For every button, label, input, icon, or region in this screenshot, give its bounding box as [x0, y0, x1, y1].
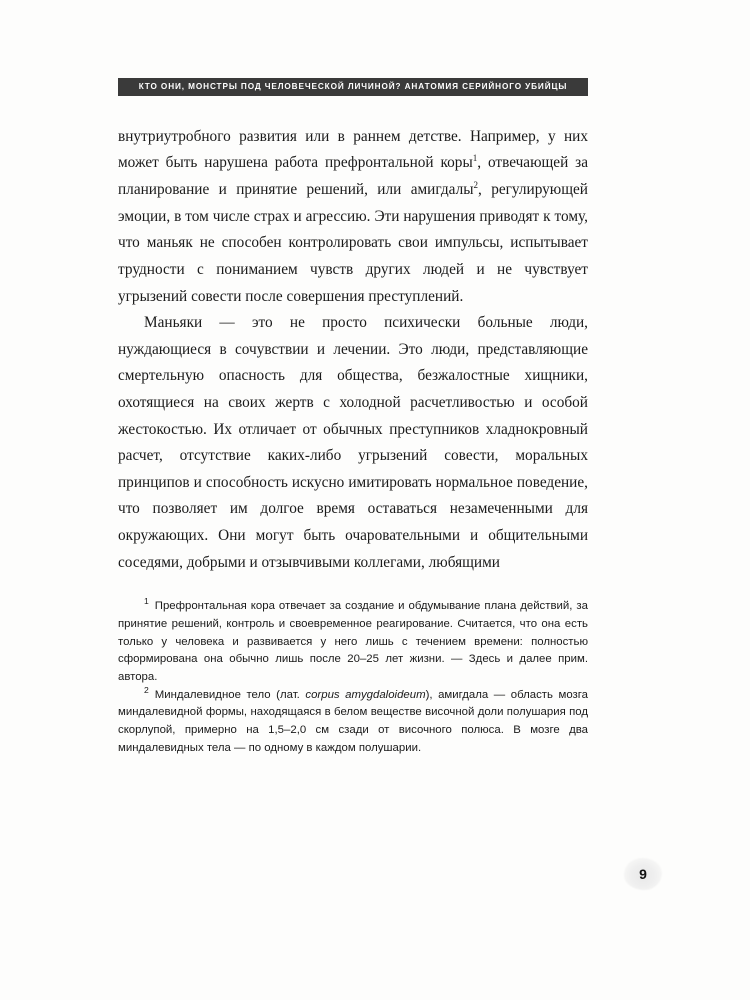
- paragraph-1-part-c: , регулирующей эмоции, в том числе страх и агрессию. Эти нарушения приводят к тому, что маньяк не способен контролировать свои импульсы, испытывает трудности с пониманием чувств других людей и не чувствует угрызений совести после совершения преступлений.: [118, 181, 588, 305]
- body-text: [118, 124, 588, 576]
- page-content: [118, 78, 588, 757]
- footnote-1: [118, 598, 588, 686]
- footnote-2-marker: 2: [144, 684, 149, 695]
- paragraph-1: [118, 124, 588, 310]
- footnote-2-latin-term: corpus amygdaloideum: [305, 688, 426, 701]
- page-number: 9: [639, 866, 647, 882]
- footnote-2-text-a: Миндалевидное тело (лат.: [154, 688, 306, 701]
- footnotes: [118, 598, 588, 757]
- footnote-1-text: Префронтальная кора отвечает за создание и обдумывание плана действий, за принятие решений, контроль и своевременное реагирование. Считается, что она есть только у человека и развивается у него лишь с течением времени: полностью сформирована она обычно лишь после 20–25 лет жизни. — Здесь и далее прим. автора.: [118, 600, 588, 683]
- running-head: КТО ОНИ, МОНСТРЫ ПОД ЧЕЛОВЕЧЕСКОЙ ЛИЧИНОЙ? АНАТОМИЯ СЕРИЙНОГО УБИЙЦЫ: [118, 78, 588, 96]
- page-number-area: [624, 858, 662, 892]
- footnote-2: [118, 684, 588, 758]
- footnote-ref-1: 1: [472, 153, 478, 164]
- paragraph-1-part-b: , отвечающей за планирование и принятие решений, или амигдалы: [118, 154, 588, 199]
- footnote-1-marker: 1: [144, 596, 149, 607]
- paragraph-2: Маньяки — это не просто психически больные люди, нуждающиеся в сочувствии и лечении. Это люди, представляющие смертельную опасность для общества, безжалостные хищники, охотящиеся на своих жертв с холодной расчетливостью и особой жестокостью. Их отличает от обычных преступников хладнокровный расчет, отсутствие каких-либо угрызений совести, моральных принципов и способность искусно имитировать нормальное поведение, что позволяет им долгое время оставаться незамеченными для окружающих. Они могут быть очаровательными и общительными соседями, добрыми и отзывчивыми коллегами, любящими: [118, 314, 588, 571]
- paragraph-1-part-a: внутриутробного развития или в раннем детстве. Например, у них может быть нарушена работа префронтальной коры: [118, 127, 588, 172]
- footnote-2-text-b: ), амигдала — область мозга миндалевидной формы, находящаяся в белом веществе височной доли полушария под скорлупой, примерно на 1,5–2,0 см сзади от височного полюса. В мозге два миндалевидных тела — по одному в каждом полушарии.: [118, 688, 588, 754]
- footnote-ref-2: 2: [473, 179, 478, 190]
